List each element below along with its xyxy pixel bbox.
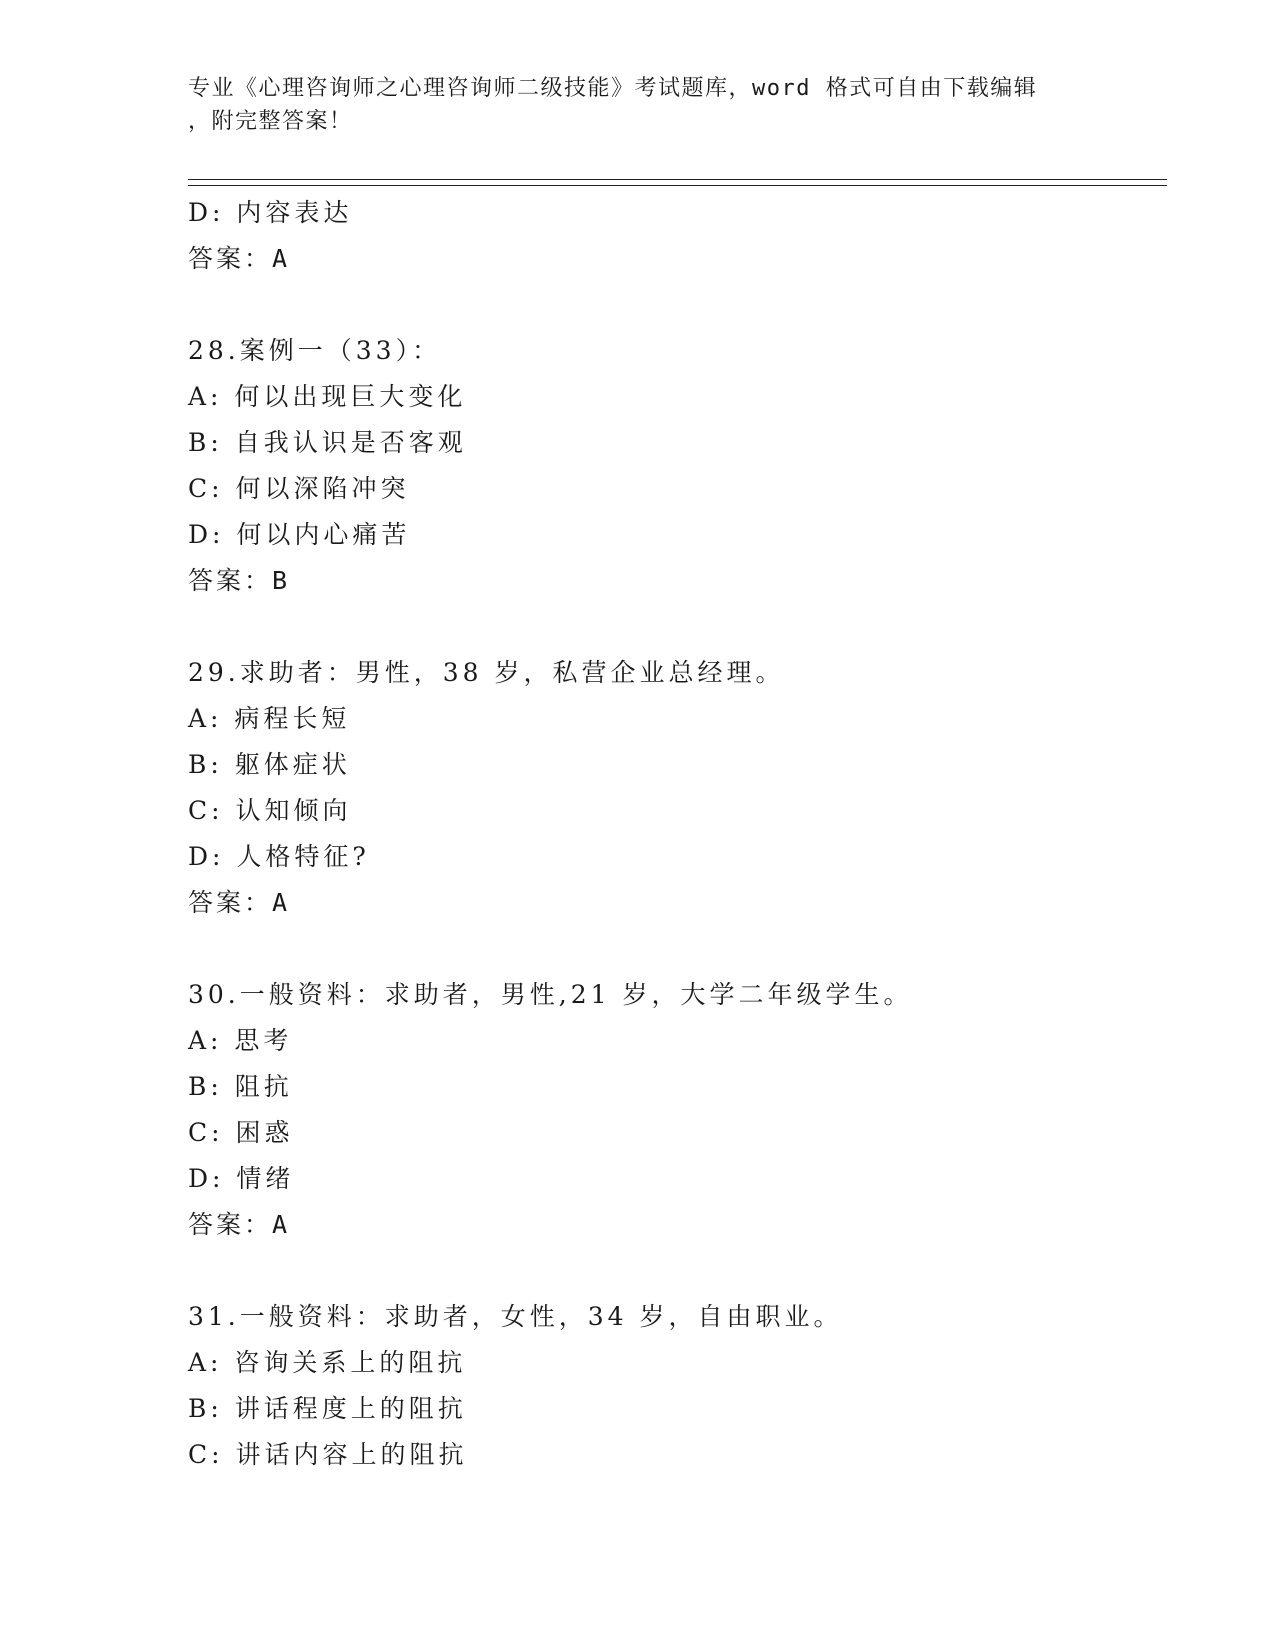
option-d: D: 内容表达 <box>188 198 353 227</box>
question-stem: 30.一般资料：求助者，男性,21 岁，大学二年级学生。 <box>188 980 913 1009</box>
option-b: B: 讲话程度上的阻抗 <box>188 1394 467 1423</box>
option-d: D: 何以内心痛苦 <box>188 520 411 549</box>
option-c: C: 讲话内容上的阻抗 <box>188 1440 468 1469</box>
spacer <box>188 282 1167 328</box>
header-divider-bottom <box>188 185 1167 186</box>
option-b: B: 躯体症状 <box>188 750 351 779</box>
option-b: B: 阻抗 <box>188 1072 293 1101</box>
answer: 答案：A <box>188 244 291 273</box>
option-c: C: 认知倾向 <box>188 796 352 825</box>
option-c: C: 困惑 <box>188 1118 294 1147</box>
question-28 <box>188 328 1167 604</box>
header-line-1: 专业《心理咨询师之心理咨询师二级技能》考试题库，word 格式可自由下载编辑 <box>188 76 1038 101</box>
question-stem: 31.一般资料：求助者，女性，34 岁，自由职业。 <box>188 1302 843 1331</box>
question-30 <box>188 972 1167 1248</box>
option-a: A: 咨询关系上的阻抗 <box>188 1348 467 1377</box>
spacer <box>188 1248 1167 1294</box>
question-31 <box>188 1294 1167 1478</box>
option-d: D: 人格特征? <box>188 842 370 871</box>
option-a: A: 思考 <box>188 1026 293 1055</box>
answer: 答案：A <box>188 1210 291 1239</box>
option-a: A: 病程长短 <box>188 704 351 733</box>
question-stem: 29.求助者：男性，38 岁，私营企业总经理。 <box>188 658 785 687</box>
option-c: C: 何以深陷冲突 <box>188 474 410 503</box>
spacer <box>188 604 1167 650</box>
option-a: A: 何以出现巨大变化 <box>188 382 467 411</box>
answer: 答案：A <box>188 888 291 917</box>
header-line-2: ，附完整答案！ <box>188 109 353 134</box>
question-stem: 28.案例一（33）： <box>188 336 442 365</box>
option-d: D: 情绪 <box>188 1164 295 1193</box>
header-divider-top <box>188 179 1167 180</box>
question-list <box>188 190 1167 1478</box>
answer: 答案：B <box>188 566 291 595</box>
question-29 <box>188 650 1167 926</box>
option-b: B: 自我认识是否客观 <box>188 428 467 457</box>
document-header <box>188 72 1068 138</box>
spacer <box>188 926 1167 972</box>
